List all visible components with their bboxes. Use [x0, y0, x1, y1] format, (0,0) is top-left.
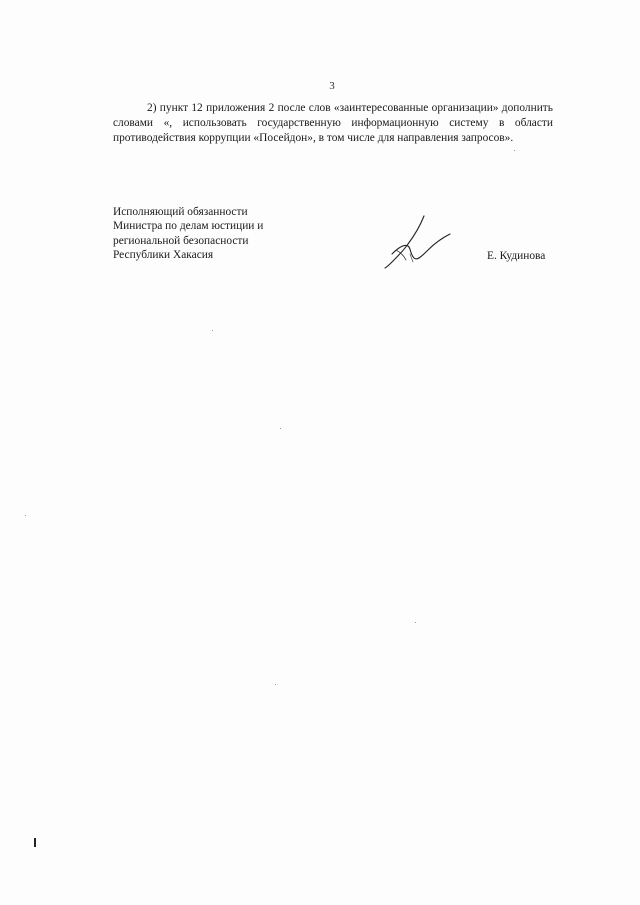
scan-speck [415, 622, 416, 623]
signatory-title [113, 205, 263, 262]
scan-speck [25, 515, 26, 516]
page-number: 3 [329, 80, 335, 92]
amendment-paragraph: 2) пункт 12 приложения 2 после слов «заинтересованные организации» дополнить словами «, использовать государственную информационную систему в области противодействия коррупции «Посейдон», в том числе для направления запросов». [113, 102, 553, 144]
signer-name: Е. Кудинова [487, 250, 546, 262]
handwritten-signature [384, 214, 454, 270]
scan-speck [514, 150, 515, 151]
scan-speck [280, 428, 281, 429]
scan-speck [212, 330, 213, 331]
scan-edge-mark [34, 838, 36, 847]
signatory-line: региональной безопасности [113, 234, 249, 247]
scan-speck [275, 684, 276, 685]
signatory-line: Республики Хакасия [113, 248, 214, 261]
signatory-line: Исполняющий обязанности [113, 206, 248, 218]
signatory-line: Министра по делам юстиции и [113, 220, 264, 233]
